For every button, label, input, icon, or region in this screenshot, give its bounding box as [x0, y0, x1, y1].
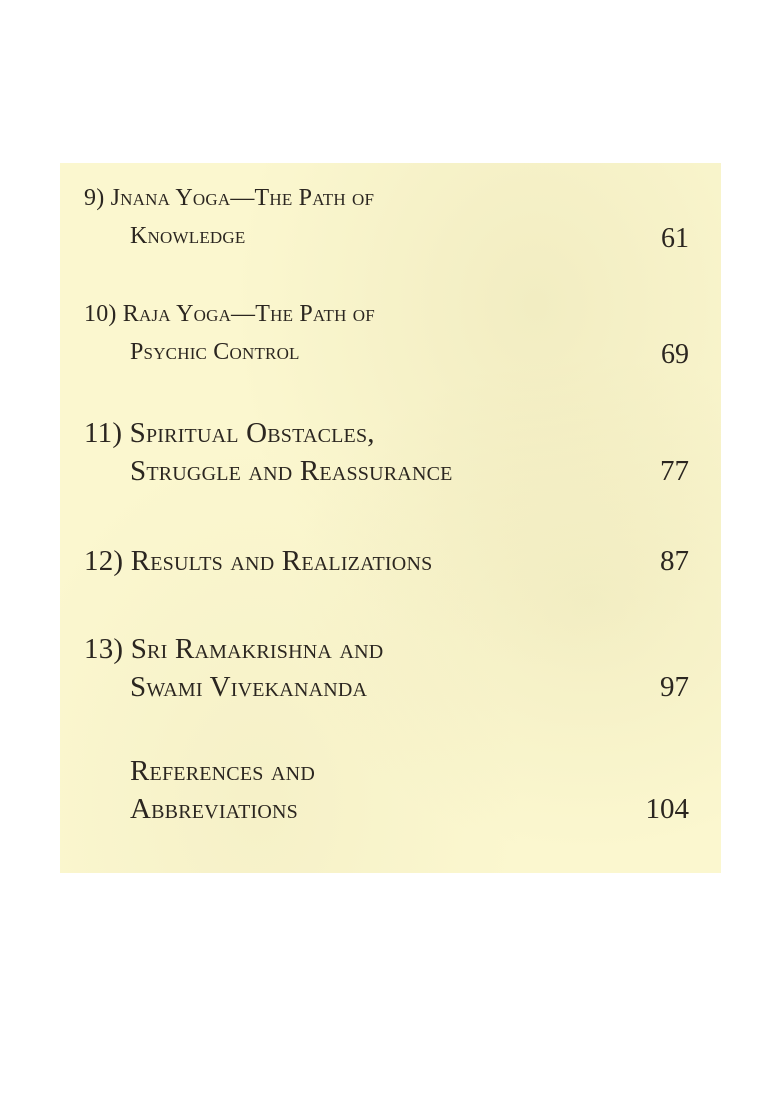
- toc-entry-page-number: 97: [660, 671, 689, 703]
- toc-entry-title: Raja Yoga—The Path of: [122, 301, 375, 327]
- toc-entry-title-continued: Abbreviations: [130, 793, 298, 825]
- toc-entry-title: Jnana Yoga—The Path of: [110, 185, 375, 211]
- toc-entry-title: Sri Ramakrishna and: [130, 633, 384, 665]
- toc-entry-title-continued: Struggle and Reassurance: [130, 455, 453, 487]
- toc-entry-title-continued: Psychic Control: [130, 339, 300, 365]
- toc-entry-title: References and: [130, 755, 315, 787]
- toc-entry-title: Results and Realizations: [130, 545, 433, 577]
- toc-entry-number: 13): [84, 633, 124, 665]
- toc-entry-page-number: 77: [660, 455, 689, 487]
- toc-entry-page-number: 104: [645, 793, 689, 825]
- toc-entry-title: Spiritual Obstacles,: [129, 417, 375, 449]
- toc-entry-title-continued: Knowledge: [130, 223, 246, 249]
- toc-entry-page-number: 61: [661, 223, 689, 254]
- toc-entry-number: 12): [84, 545, 124, 577]
- toc-entry-title-continued: Swami Vivekananda: [130, 671, 368, 703]
- toc-entry-number: 10): [84, 301, 117, 327]
- toc-entry-page-number: 69: [661, 339, 689, 370]
- toc-entry-number: 11): [84, 417, 123, 449]
- toc-entry-number: 9): [84, 185, 105, 211]
- toc-entry-page-number: 87: [660, 545, 689, 577]
- toc-page: [60, 163, 721, 873]
